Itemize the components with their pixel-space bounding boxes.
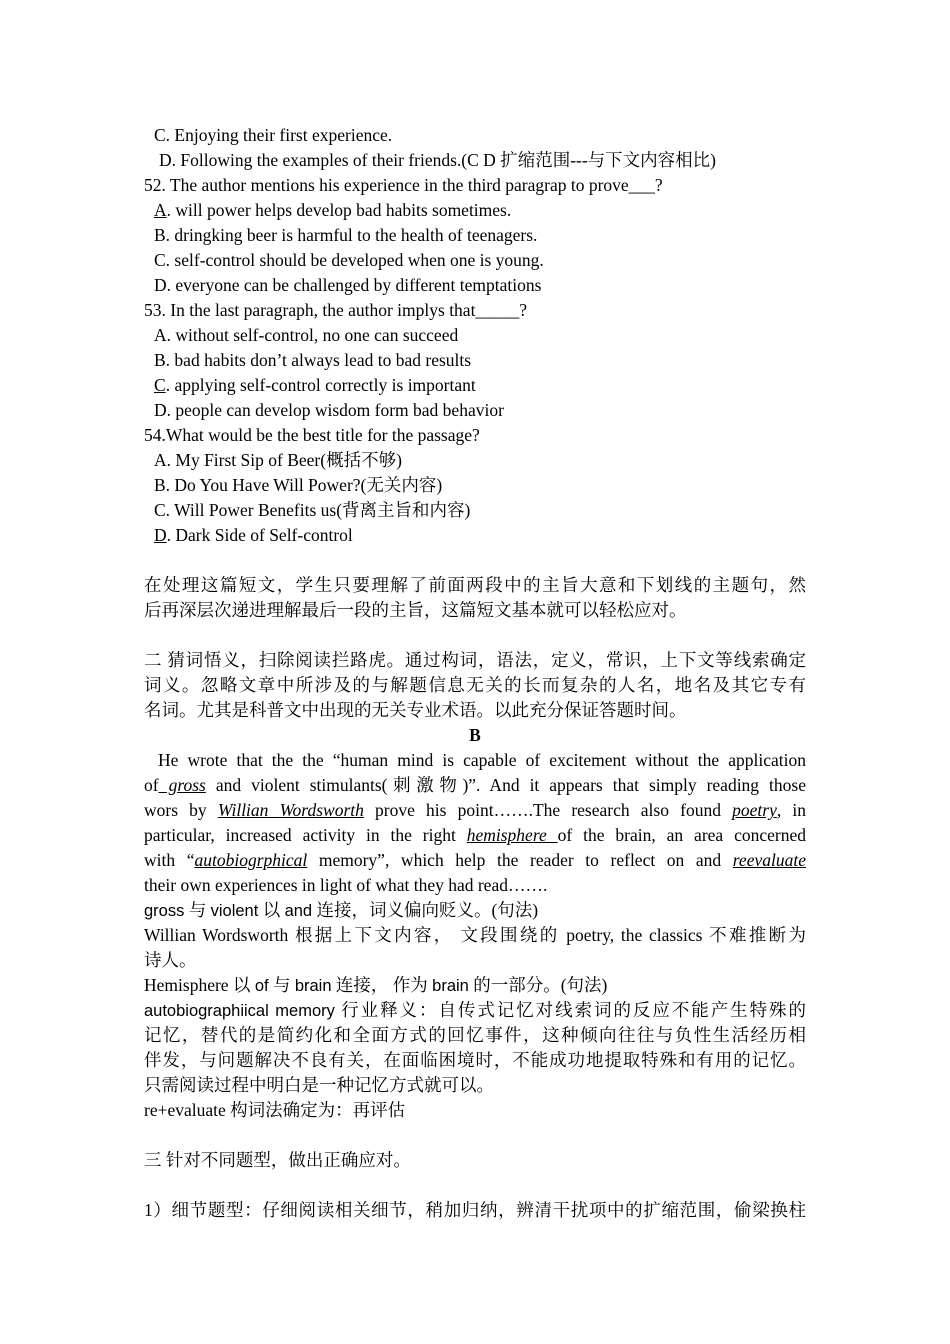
answer-letter: A <box>154 200 167 220</box>
q54-option-c: C. Will Power Benefits us(背离主旨和内容) <box>154 500 471 520</box>
section3-heading: 三 针对不同题型，做出正确应对。 <box>144 1150 411 1170</box>
q52-option-a <box>144 198 806 223</box>
text: particular, increased activity in the right <box>144 825 467 845</box>
text: violent <box>210 902 259 920</box>
text: of the brain, an area concerned <box>557 825 806 845</box>
q52-option-d: D. everyone can be challenged by different temptations <box>154 275 542 295</box>
section2-line-3: 名词。尤其是科普文中出现的无关专业术语。以此充分保证答题时间。 <box>144 700 687 720</box>
note-autobio-line-3: 伴发，与问题解决不良有关，在面临困境时，不能成功地提取特殊和有用的记忆。 <box>144 1050 806 1070</box>
text: 与 <box>268 975 295 995</box>
q54-option-d <box>144 523 806 548</box>
spacer <box>144 548 806 573</box>
keyword-gross: gross <box>158 775 206 795</box>
text: prove his point…….The research also found <box>363 800 733 820</box>
q52-stem: 52. The author mentions his experience in the third paragrap to prove___? <box>144 175 663 195</box>
keyword-poetry: poetry <box>732 800 777 820</box>
note-autobio-line-4: 只需阅读过程中明白是一种记忆方式就可以。 <box>144 1075 494 1095</box>
q54-option-a: A. My First Sip of Beer(概括不够) <box>154 450 402 470</box>
option-text: . applying self-control correctly is important <box>165 375 476 395</box>
passage-line-1: He wrote that the the “human mind is capable of excitement without the application <box>158 750 806 770</box>
q51-option-c: C. Enjoying their first experience. <box>154 125 393 145</box>
text: 与 <box>184 900 211 920</box>
text: 连接， 作为 <box>331 975 433 995</box>
text: 以 <box>258 900 285 920</box>
text: of <box>254 977 269 995</box>
q54-option-b: B. Do You Have Will Power?(无关内容) <box>154 475 443 495</box>
text: gross <box>144 902 185 920</box>
note-hemisphere <box>144 973 806 998</box>
keyword-reevaluate: reevaluate <box>732 850 806 870</box>
text: 连接，词义偏向贬义。(句法) <box>312 900 539 920</box>
text: 行业释义：自传式记忆对线索词的反应不能产生特殊的 <box>334 1000 807 1020</box>
q53-option-b: B. bad habits don’t always lead to bad results <box>154 350 472 370</box>
note-autobio-line-2: 记忆，替代的是简约化和全面方式的回忆事件，这种倾向往往与负性生活经历相 <box>144 1025 806 1045</box>
document-page <box>144 123 806 1223</box>
q54-stem: 54.What would be the best title for the passage? <box>144 425 480 445</box>
note-gross <box>144 898 806 923</box>
summary-line-1: 在处理这篇短文，学生只要理解了前面两段中的主旨大意和下划线的主题句，然 <box>144 575 806 595</box>
keyword-wordsworth: Willian Wordsworth <box>217 800 364 820</box>
answer-letter: D <box>154 525 167 545</box>
section2-line-2: 词义。忽略文章中所涉及的与解题信息无关的长而复杂的人名，地名及其它专有 <box>144 675 806 695</box>
note-wordsworth-line-2: 诗人。 <box>144 950 197 970</box>
text: memory”, which help the reader to reflect on and <box>307 850 733 870</box>
spacer <box>144 1123 806 1148</box>
q52-option-c: C. self-control should be developed when one is young. <box>154 250 544 270</box>
answer-letter: C <box>154 375 166 395</box>
keyword-autobiographical: autobiogrphical <box>194 850 308 870</box>
q51-option-d: D. Following the examples of their friends.(C D 扩缩范围---与下文内容相比) <box>159 150 716 170</box>
note-reevaluate: re+evaluate 构词法确定为：再评估 <box>144 1100 406 1120</box>
option-text: . will power helps develop bad habits sometimes. <box>166 200 512 220</box>
passage-heading: B <box>469 725 481 745</box>
text: , in <box>776 800 806 820</box>
q53-option-c <box>144 373 806 398</box>
text: and violent stimulants(刺激物)”. And it appears that simply reading those <box>205 775 806 795</box>
text: of <box>144 775 159 795</box>
q53-option-d: D. people can develop wisdom form bad behavior <box>154 400 504 420</box>
passage-line-4 <box>144 823 806 848</box>
spacer <box>144 1173 806 1198</box>
passage-line-6: their own experiences in light of what they had read……. <box>144 875 548 895</box>
q53-option-a: A. without self-control, no one can succeed <box>154 325 459 345</box>
passage-line-5 <box>144 848 806 873</box>
text: 的一部分。(句法) <box>468 975 608 995</box>
passage-line-2 <box>144 773 806 798</box>
option-text: . Dark Side of Self-control <box>166 525 353 545</box>
text: autobiographiical memory <box>144 1002 335 1020</box>
text: with “ <box>144 850 195 870</box>
text: wors by <box>144 800 218 820</box>
passage-line-3 <box>144 798 806 823</box>
summary-line-2: 后再深层次递进理解最后一段的主旨，这篇短文基本就可以轻松应对。 <box>144 600 687 620</box>
note-wordsworth-line-1: Willian Wordsworth 根据上下文内容， 文段围绕的 poetry, the classics 不难推断为 <box>144 925 806 945</box>
q52-option-b: B. dringking beer is harmful to the health of teenagers. <box>154 225 538 245</box>
text: brain <box>294 977 332 995</box>
section3-item-1: 1）细节题型：仔细阅读相关细节，稍加归纳，辨清干扰项中的扩缩范围，偷梁换柱 <box>144 1200 806 1220</box>
spacer <box>144 623 806 648</box>
text: Hemisphere 以 <box>144 975 255 995</box>
section2-line-1: 二 猜词悟义，扫除阅读拦路虎。通过构词，语法，定义，常识，上下文等线索确定 <box>144 650 806 670</box>
note-autobio-line-1 <box>144 998 806 1023</box>
text: and <box>284 902 313 920</box>
text: brain <box>432 977 469 995</box>
keyword-hemisphere: hemisphere <box>466 825 558 845</box>
q53-stem: 53. In the last paragraph, the author implys that_____? <box>144 300 527 320</box>
